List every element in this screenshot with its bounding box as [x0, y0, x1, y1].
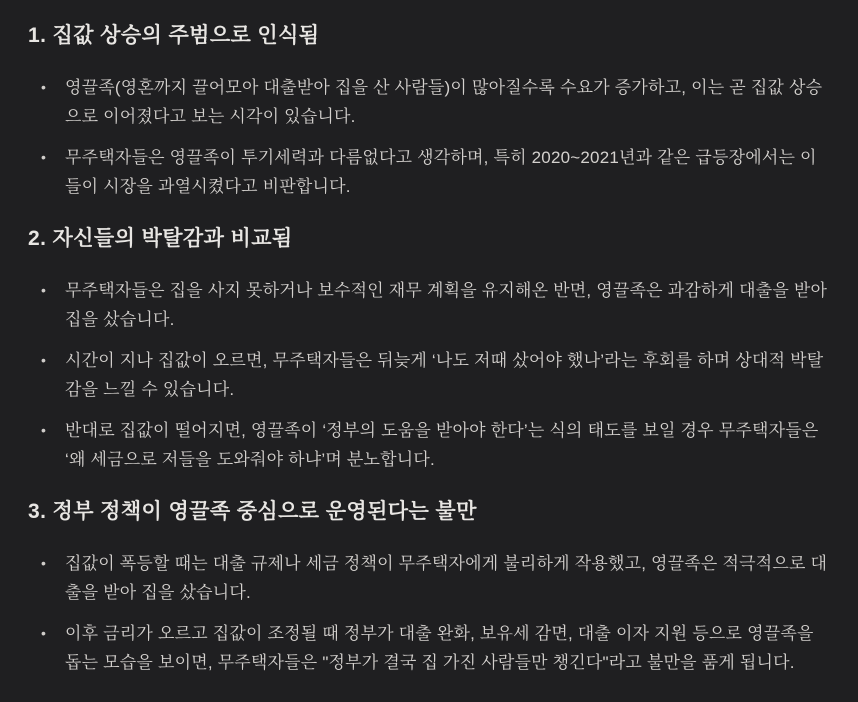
section-heading: 3. 정부 정책이 영끌족 중심으로 운영된다는 불만	[28, 500, 477, 523]
bullet-text: 이후 금리가 오르고 집값이 조정될 때 정부가 대출 완화, 보유세 감면, 대출 이자 지원 등으로 영끌족을 돕는 모습을 보이면, 무주택자들은 "정부가 결국 집 가진 사람들만 챙긴다"라고 불만을 품게 됩니다.	[65, 624, 814, 672]
section-heading: 1. 집값 상승의 주범으로 인식됨	[28, 24, 320, 47]
bullet-text: 시간이 지나 집값이 오르면, 무주택자들은 뒤늦게 ‘나도 저때 샀어야 했나’라는 후회를 하며 상대적 박탈감을 느낄 수 있습니다.	[65, 351, 824, 399]
bullet-item	[28, 416, 832, 474]
bullet-list	[28, 73, 832, 201]
bullet-icon: •	[41, 625, 47, 641]
bullet-icon: •	[41, 149, 47, 165]
bullet-item	[28, 73, 832, 131]
bullet-item	[28, 276, 832, 334]
bullet-list	[28, 276, 832, 474]
bullet-icon: •	[41, 282, 47, 298]
bullet-text: 무주택자들은 집을 사지 못하거나 보수적인 재무 계획을 유지해온 반면, 영끌족은 과감하게 대출을 받아 집을 샀습니다.	[65, 281, 828, 329]
bullet-item	[28, 143, 832, 201]
bullet-icon: •	[41, 422, 47, 438]
bullet-icon: •	[41, 555, 47, 571]
bullet-icon: •	[41, 79, 47, 95]
bullet-item	[28, 619, 832, 677]
bullet-item	[28, 346, 832, 404]
content-section-1	[28, 22, 832, 201]
content-section-2	[28, 225, 832, 474]
bullet-item	[28, 549, 832, 607]
content-section-3	[28, 498, 832, 677]
bullet-text: 반대로 집값이 떨어지면, 영끌족이 ‘정부의 도움을 받아야 한다’는 식의 태도를 보일 경우 무주택자들은 ‘왜 세금으로 저들을 도와줘야 하냐’며 분노합니다.	[65, 421, 819, 469]
bullet-list	[28, 549, 832, 677]
bullet-text: 무주택자들은 영끌족이 투기세력과 다름없다고 생각하며, 특히 2020~2021년과 같은 급등장에서는 이들이 시장을 과열시켰다고 비판합니다.	[65, 148, 817, 196]
bullet-text: 집값이 폭등할 때는 대출 규제나 세금 정책이 무주택자에게 불리하게 작용했고, 영끌족은 적극적으로 대출을 받아 집을 샀습니다.	[65, 554, 828, 602]
bullet-text: 영끌족(영혼까지 끌어모아 대출받아 집을 산 사람들)이 많아질수록 수요가 증가하고, 이는 곧 집값 상승으로 이어졌다고 보는 시각이 있습니다.	[65, 78, 823, 126]
section-heading: 2. 자신들의 박탈감과 비교됨	[28, 227, 293, 250]
bullet-icon: •	[41, 352, 47, 368]
